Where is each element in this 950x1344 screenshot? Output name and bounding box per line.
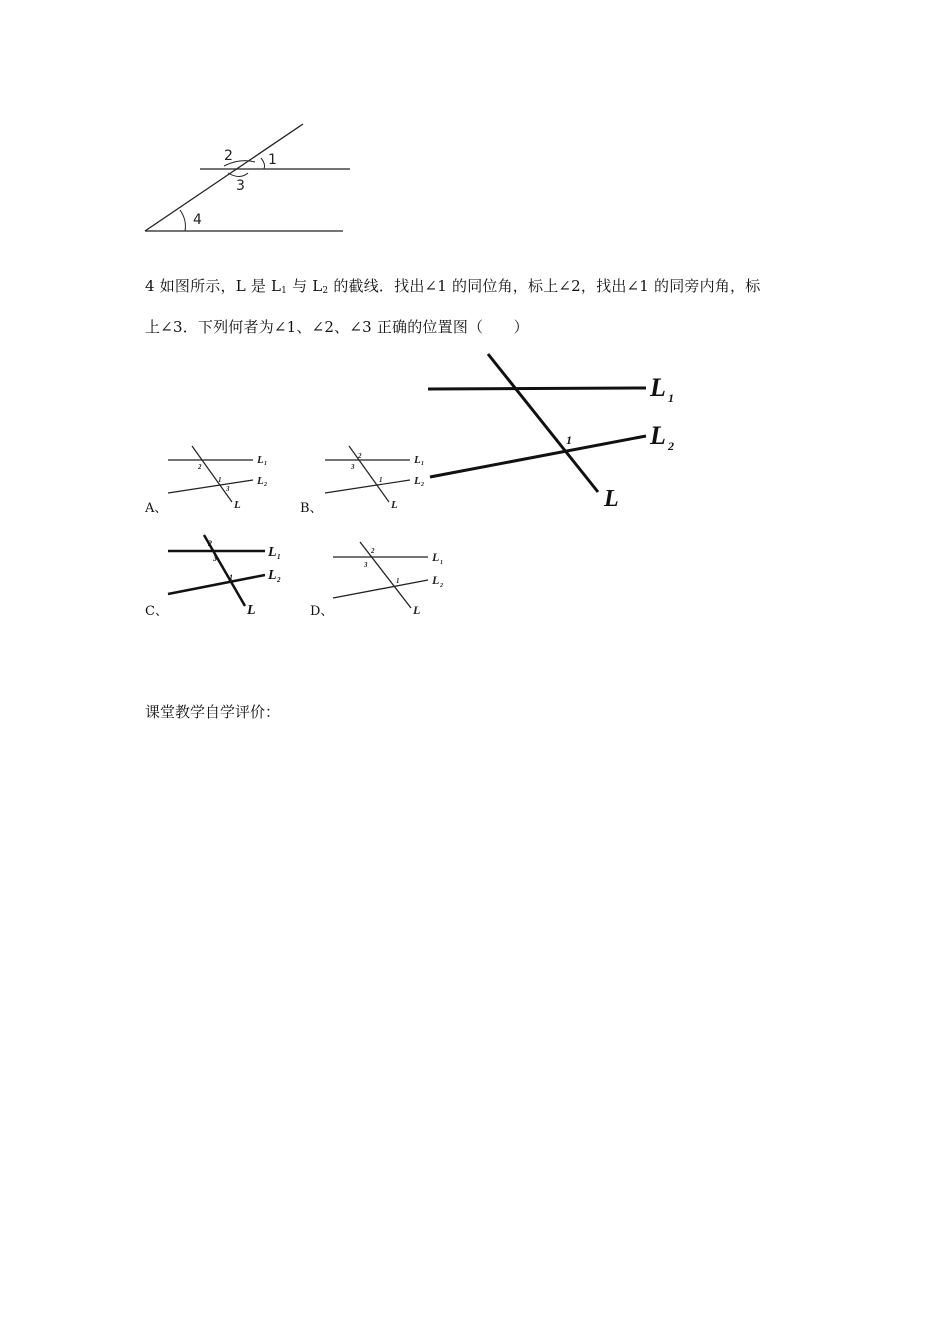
- option-d-figure[interactable]: [330, 540, 455, 618]
- option-b-label-L1-sub: 1: [421, 461, 424, 467]
- main-label-L: L: [604, 486, 619, 512]
- option-b-line-L: [349, 446, 389, 502]
- option-c-label[interactable]: C、: [145, 604, 168, 619]
- transversal-line: [145, 124, 303, 231]
- option-b-label-L1: L: [414, 454, 421, 466]
- main-line-L1: [428, 388, 646, 389]
- main-line-L: [488, 354, 598, 492]
- option-d-line-L: [360, 542, 411, 608]
- option-d-label-L: L: [413, 603, 421, 617]
- option-c-mark-1: 1: [229, 573, 233, 582]
- option-b-mark-3: 3: [351, 463, 355, 471]
- option-b-label-L: L: [391, 499, 398, 511]
- option-a-label-L1: L: [257, 454, 264, 466]
- question-line-2: 上∠3．下列何者为∠1、∠2、∠3 正确的位置图（ ）: [145, 318, 529, 336]
- option-b-mark-2: 2: [358, 452, 362, 460]
- option-a-line-L2: [168, 480, 253, 493]
- option-c-mark-2: 2: [208, 539, 212, 548]
- option-c-mark-3: 3: [213, 554, 217, 563]
- top-geometry-figure: [140, 120, 360, 240]
- option-b-label-L2: L: [414, 475, 421, 487]
- angle-arc-4: [180, 210, 185, 231]
- option-d-mark-3: 3: [364, 561, 368, 569]
- option-a-label-L2: L: [257, 475, 264, 487]
- option-a-mark-3: 3: [226, 485, 230, 493]
- main-label-L2: L: [650, 421, 666, 450]
- option-b-line-L2: [325, 480, 410, 493]
- option-b-mark-1: 1: [379, 476, 383, 484]
- option-c-label-L1: L: [268, 545, 277, 560]
- option-b-figure[interactable]: [322, 444, 437, 514]
- option-c-label-L1-sub: 1: [277, 553, 281, 561]
- option-b-label[interactable]: B、: [300, 501, 323, 516]
- option-d-line-L2: [333, 580, 428, 598]
- angle-label-2: 2: [224, 148, 233, 164]
- option-c-line-L2: [168, 575, 265, 594]
- option-a-figure[interactable]: [165, 444, 280, 514]
- option-a-label[interactable]: A、: [145, 501, 168, 516]
- option-a-mark-2: 2: [198, 463, 202, 471]
- question-line-1: 4 如图所示，L 是 $L_1$ 与 $L_2$ 的截线．找出∠1 的同位角，标上∠2，找出∠1 的同旁内角，标: [145, 277, 761, 296]
- angle-label-1: 1: [268, 152, 277, 168]
- option-d-mark-1: 1: [396, 577, 400, 585]
- angle-label-4: 4: [193, 212, 202, 228]
- option-a-label-L1-sub: 1: [264, 461, 267, 467]
- option-c-label-L2-sub: 2: [277, 576, 281, 584]
- angle-label-3: 3: [236, 178, 245, 194]
- self-study-evaluation-heading: 课堂教学自学评价：: [145, 703, 281, 721]
- angle-arc-1: [261, 158, 265, 169]
- option-a-label-L: L: [234, 499, 241, 511]
- option-d-label-L1-sub: 1: [440, 560, 443, 566]
- option-a-mark-1: 1: [218, 476, 222, 484]
- option-a-label-L2-sub: 2: [264, 482, 267, 488]
- option-d-label-L2-sub: 2: [440, 583, 443, 589]
- main-label-L1-sub: 1: [668, 391, 674, 405]
- option-d-label-L2: L: [432, 573, 440, 587]
- option-c-label-L: L: [247, 603, 256, 618]
- option-a-line-L: [192, 446, 232, 502]
- option-b-label-L2-sub: 2: [421, 482, 424, 488]
- option-d-label-L1: L: [432, 550, 440, 564]
- question-text: [145, 268, 805, 345]
- option-d-label[interactable]: D、: [310, 604, 334, 619]
- main-label-L2-sub: 2: [668, 439, 674, 453]
- option-d-mark-2: 2: [371, 547, 375, 555]
- option-c-label-L2: L: [268, 568, 277, 583]
- option-c-figure[interactable]: [165, 534, 295, 619]
- main-reference-figure: [428, 352, 688, 512]
- main-line-L2: [430, 436, 646, 477]
- main-angle-label-1: 1: [566, 433, 572, 447]
- main-label-L1: L: [650, 373, 666, 402]
